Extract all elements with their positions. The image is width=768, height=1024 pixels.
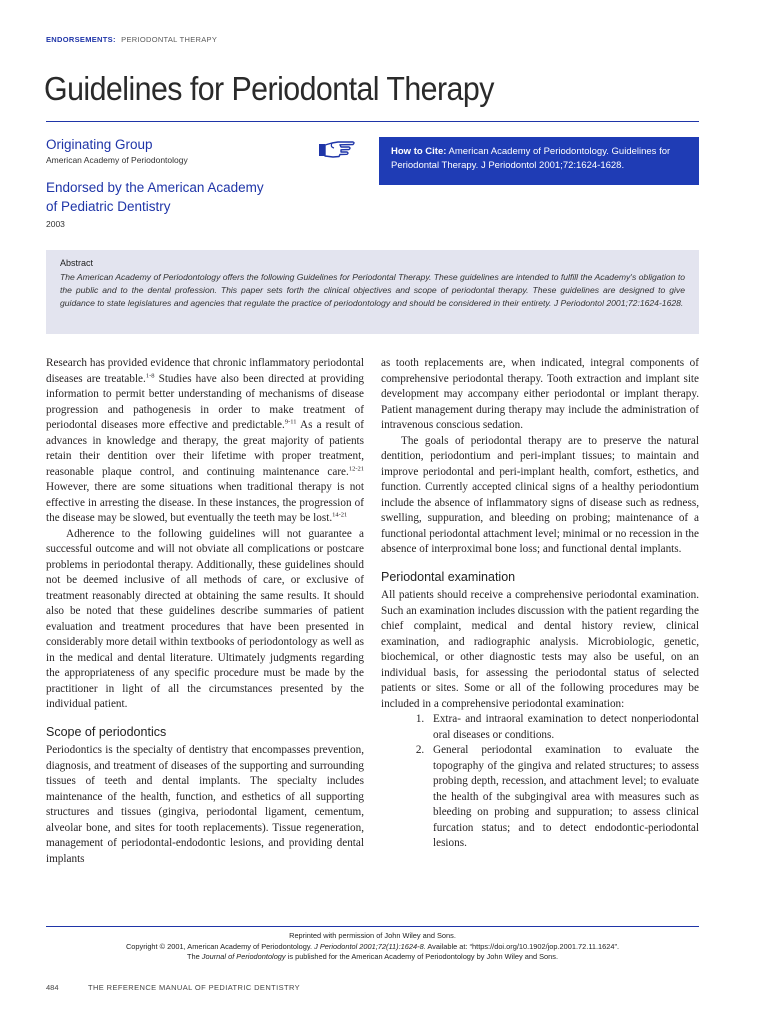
pointing-hand-icon <box>318 138 356 160</box>
how-to-cite-box <box>379 137 699 185</box>
scope-paragraph: Periodontics is the specialty of dentistry that encompasses prevention, diagnosis, and treatment of diseases of the supporting and surrounding tissues of teeth and dental implants. The specialty includes maintenance of the health, function, and esthetics of all supporting structures and tissues (gingiva, periodontal ligament, cementum, alveolar bone, and sites for tooth replacements). Tissue regeneration, management of periodontal-endodontic lesions, and providing dental implants <box>46 744 364 865</box>
abstract-text: The American Academy of Periodontology offers the following Guidelines for Periodontal Therapy. These guidelines are intended to fulfill the Academy's obligation to the public and to the dental profession. This paper sets forth the clinical objectives and scope of periodontal therapy. These guidelines are designed to give guidance to state legislatures and agencies that regulate the practice of periodontology and should be considered in their entirety. J Periodontol 2001;72:1624-1628. <box>60 271 685 308</box>
journal-name: Journal of Periodontology <box>201 952 286 961</box>
section-category: ENDORSEMENTS: <box>46 35 116 44</box>
page-title: Guidelines for Periodontal Therapy <box>44 70 494 107</box>
list-item: 2. General periodontal examination to evaluate the topography of the gingiva and related structures; to assess probing depth, recession, and attachment level; to evaluate the health of the subgingival area with measures such as bleeding on probing and suppuration; to assess clinical furcation status; and to detect endodontic-periodontal lesions. <box>427 743 699 852</box>
cite-label: How to Cite: <box>391 146 447 157</box>
intro-text-1: Research has provided evidence that chronic inflammatory periodontal diseases are treatable. <box>46 357 364 385</box>
publisher-text-1: The <box>186 952 200 961</box>
abstract-heading: Abstract <box>60 258 94 268</box>
footer-divider <box>46 926 699 927</box>
section-name: PERIODONTAL THERAPY <box>121 35 218 44</box>
left-column <box>46 356 364 867</box>
copyright-line <box>46 942 699 953</box>
originating-group-heading: Originating Group <box>46 137 153 152</box>
cite-text: American Academy of Periodontology. Guidelines for Periodontal Therapy. J Periodontol 2001;72:1624-1628. <box>391 146 671 171</box>
intro-text-3: As a result of advances in knowledge and therapy, the great majority of patients retain their dentition over their lifetime with proper treatment, reasonable plaque control, and continuing maintenance care. <box>46 419 364 478</box>
citation-ref: 9-11 <box>284 418 297 426</box>
goals-paragraph: The goals of periodontal therapy are to preserve the natural dentition, periodontium and peri-implant tissues; to maintain and improve periodontal and peri-implant health, comfort, esthetics, and function. Currently accepted clinical signs of a healthy periodontium include the absence of inflammatory signs of disease such as redness, swelling, suppuration, and bleeding on probing; maintenance of a functional periodontal attachment level; minimal or no recession in the absence of interproximal bone loss; and functional dental implants. <box>381 434 699 555</box>
scope-heading: Scope of periodontics <box>46 724 167 739</box>
citation-ref: 14-21 <box>332 511 348 519</box>
intro-paragraph <box>46 356 364 527</box>
publisher-line <box>46 952 699 963</box>
intro-text-4: However, there are some situations when traditional therapy is not effective in arresting the disease. In these instances, the progression of the disease may be slowed, but eventually the teeth may be lost. <box>46 481 364 524</box>
permission-footer <box>46 931 699 963</box>
doi-text: Available at: “https://doi.org/10.1902/jop.2001.72.11.1624”. <box>427 941 620 951</box>
endorsed-heading-line1: Endorsed by the American Academy <box>46 180 264 195</box>
adherence-paragraph: Adherence to the following guidelines will not guarantee a successful outcome and will not obviate all complications or postcare problems in periodontal therapy. Additionally, these guidelines should not be deemed inclusive of all methods of care, or exclusive of treatment reasonably directed at obtaining the same results. It should also be noted that these guidelines describe summaries of patient evaluation and treatment procedures that have been presented in considerably more detail within textbooks of periodontology as well as in the medical and dental literature. Ultimately judgments regarding the appropriateness of any specific procedure must be made by the practitioner in light of all the circumstances presented by the individual patient. <box>46 527 364 710</box>
originating-group-name: American Academy of Periodontology <box>46 155 188 165</box>
copyright-text: Copyright © 2001, American Academy of Periodontology. <box>125 941 313 951</box>
abstract-box <box>46 250 699 334</box>
title-divider <box>46 121 699 122</box>
list-item: 1. Extra- and intraoral examination to detect nonperiodontal oral diseases or conditions. <box>427 712 699 743</box>
procedure-list <box>381 712 699 852</box>
section-label <box>46 35 217 44</box>
page-number: 484 <box>46 983 59 992</box>
running-title: THE REFERENCE MANUAL OF PEDIATRIC DENTISTRY <box>88 983 301 992</box>
endorsed-heading-line2: of Pediatric Dentistry <box>46 199 171 214</box>
endorsement-year: 2003 <box>46 219 65 229</box>
right-column <box>381 356 699 852</box>
exam-paragraph: All patients should receive a comprehensive periodontal examination. Such an examination includes discussion with the patient regarding the chief complaint, medical and dental history review, clinical examination, and radiographic analysis. Microbiologic, genetic, biochemical, or other diagnostic tests may also be useful, on an individual basis, for assessing the periodontal status of selected patients or sites. Some or all of the following procedures may be included in a comprehensive periodontal examination: <box>381 589 699 710</box>
publisher-text-2: is published for the American Academy of Periodontology by John Wiley and Sons. <box>287 952 559 961</box>
intro-text-2: Studies have also been directed at providing information to permit better understanding of mechanisms of disease progression and pathogenesis in order to make treatment of periodontal diseases more effective and predictable. <box>46 372 365 431</box>
scope-paragraph-continued: as tooth replacements are, when indicated, integral components of comprehensive periodontal therapy. Tooth extraction and implant site development may accompany either periodontal or implant therapy. Patient management during therapy may include the administration of intravenous conscious sedation. <box>381 357 699 431</box>
reprint-note: Reprinted with permission of John Wiley and Sons. <box>289 931 456 940</box>
journal-citation: J Periodontol 2001;72(11):1624-8. <box>314 941 426 951</box>
citation-ref: 1-8 <box>145 371 155 379</box>
citation-ref: 12-21 <box>348 464 364 472</box>
exam-heading: Periodontal examination <box>381 569 516 584</box>
